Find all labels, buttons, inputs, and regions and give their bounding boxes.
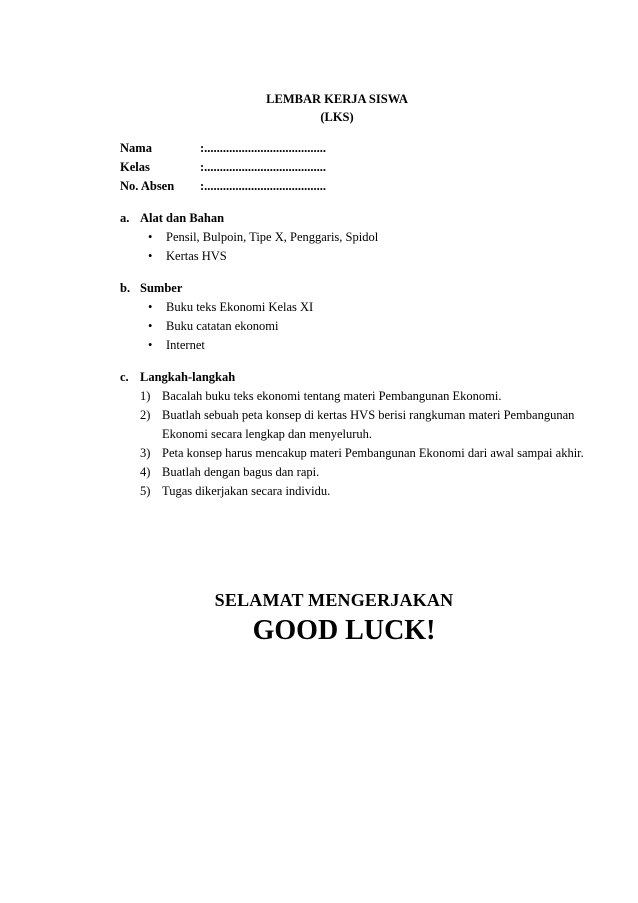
section-heading-text: Sumber [140, 281, 183, 295]
steps-list [120, 387, 592, 501]
identity-blank: :....................................... [200, 179, 327, 193]
step-text: Bacalah buku teks ekonomi tentang materi Pembangunan Ekonomi. [162, 389, 502, 403]
step-number: 2) [140, 408, 151, 422]
page-title: LEMBAR KERJA SISWA [266, 92, 408, 106]
student-identity-fields [120, 139, 326, 196]
list-item-text: Internet [166, 338, 205, 352]
bullet-icon: • [148, 230, 153, 244]
step-number: 1) [140, 389, 151, 403]
step-number: 4) [140, 465, 151, 479]
section-sources [120, 279, 313, 355]
bullet-icon: • [148, 338, 153, 352]
bullet-list [120, 298, 313, 355]
step-text: Buatlah sebuah peta konsep di kertas HVS berisi rangkuman materi Pembangunan Ekonomi secara lengkap dan menyeluruh. [162, 408, 575, 441]
bullet-icon: • [148, 319, 153, 333]
step-item [120, 463, 592, 482]
identity-blank: :....................................... [200, 160, 327, 174]
step-text: Peta konsep harus mencakup materi Pembangunan Ekonomi dari awal sampai akhir. [162, 446, 584, 460]
closing-line-2: GOOD LUCK! [252, 615, 436, 646]
section-marker: b. [120, 281, 131, 295]
step-text: Tugas dikerjakan secara individu. [162, 484, 331, 498]
section-heading [120, 209, 378, 228]
bullet-icon: • [148, 300, 153, 314]
identity-label: Nama [120, 141, 152, 155]
page-subtitle: (LKS) [320, 110, 354, 124]
identity-row-name [120, 139, 326, 158]
list-item [120, 228, 378, 247]
step-number: 3) [140, 446, 151, 460]
section-heading-text: Alat dan Bahan [140, 211, 225, 225]
bullet-icon: • [148, 249, 153, 263]
identity-row-class [120, 158, 326, 177]
identity-label: No. Absen [120, 179, 175, 193]
step-item [120, 387, 592, 406]
list-item-text: Kertas HVS [166, 249, 227, 263]
bullet-list [120, 228, 378, 266]
step-item [120, 406, 592, 444]
section-heading [120, 368, 592, 387]
section-marker: a. [120, 211, 130, 225]
section-steps [120, 368, 592, 501]
list-item [120, 317, 313, 336]
step-item [120, 444, 592, 463]
list-item-text: Buku catatan ekonomi [166, 319, 279, 333]
list-item [120, 247, 378, 266]
step-number: 5) [140, 484, 151, 498]
step-text: Buatlah dengan bagus dan rapi. [162, 465, 320, 479]
section-marker: c. [120, 370, 129, 384]
closing-line-1: SELAMAT MENGERJAKAN [214, 590, 454, 610]
section-tools-materials [120, 209, 378, 266]
identity-row-absen [120, 177, 326, 196]
list-item-text: Buku teks Ekonomi Kelas XI [166, 300, 314, 314]
section-heading-text: Langkah-langkah [140, 370, 236, 384]
list-item [120, 336, 313, 355]
step-item [120, 482, 592, 501]
identity-blank: :....................................... [200, 141, 327, 155]
section-heading [120, 279, 313, 298]
list-item-text: Pensil, Bulpoin, Tipe X, Penggaris, Spidol [166, 230, 379, 244]
list-item [120, 298, 313, 317]
identity-label: Kelas [120, 160, 150, 174]
